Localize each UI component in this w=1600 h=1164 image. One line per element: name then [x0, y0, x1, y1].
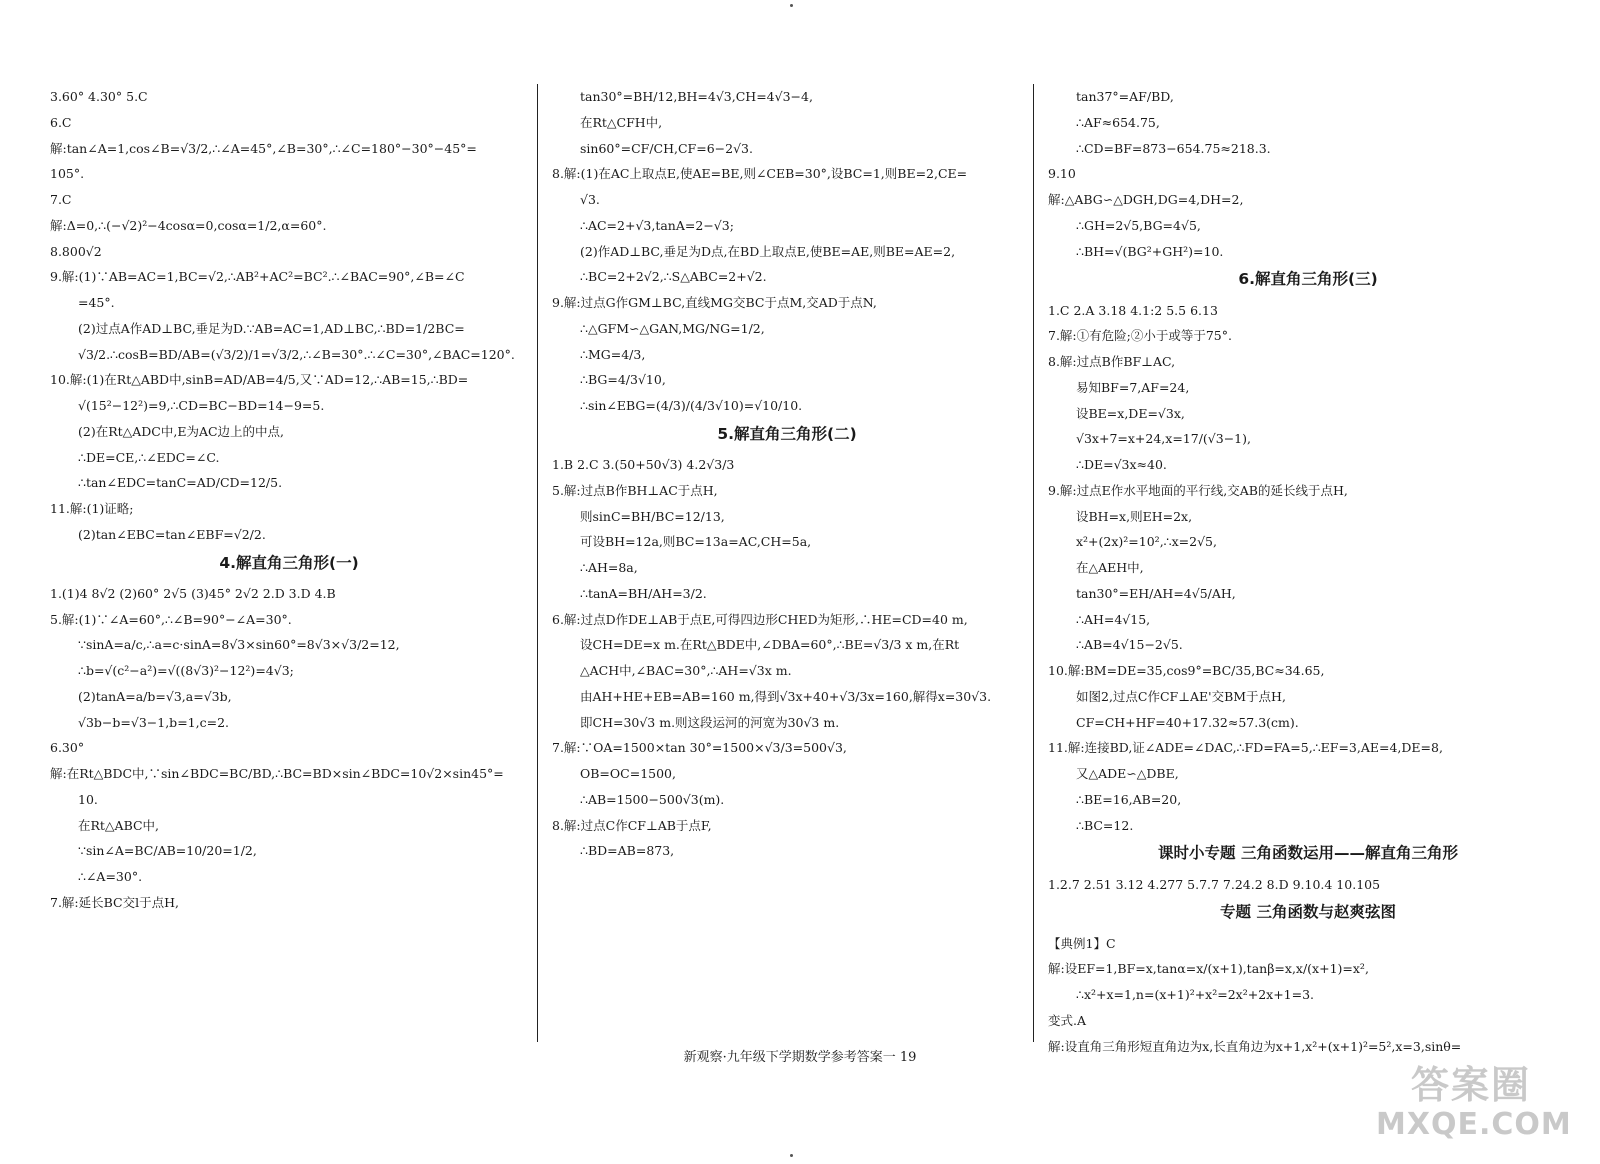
- answer-line: ∴BH=√(BG²+GH²)=10.: [1076, 243, 1224, 259]
- answer-line: x²+(2x)²=10²,∴x=2√5,: [1076, 534, 1217, 550]
- answer-line: 8.解:过点C作CF⊥AB于点F,: [552, 817, 712, 833]
- answer-line: OB=OC=1500,: [580, 766, 676, 781]
- answer-line: 由AH+HE+EB=AB=160 m,得到√3x+40+√3/3x=160,解得x=30√3.: [580, 688, 992, 704]
- scan-dot-bottom: [790, 1154, 793, 1157]
- answer-line: ∴tan∠EDC=tanC=AD/CD=12/5.: [78, 475, 283, 491]
- answer-line: 在Rt△ABC中,: [78, 817, 160, 833]
- answer-line: CF=CH+HF=40+17.32≈57.3(cm).: [1076, 714, 1299, 730]
- answer-line: tan30°=EH/AH=4√5/AH,: [1076, 585, 1236, 601]
- answer-line: tan37°=AF/BD,: [1076, 89, 1174, 104]
- answer-line: ∴GH=2√5,BG=4√5,: [1076, 217, 1201, 233]
- answer-line: (2)tanA=a/b=√3,a=√3b,: [78, 688, 232, 704]
- answer-line: 9.10: [1048, 166, 1076, 182]
- answer-line: tan30°=BH/12,BH=4√3,CH=4√3−4,: [580, 89, 813, 104]
- answer-line: 解:设直角三角形短直角边为x,长直角边为x+1,x²+(x+1)²=5²,x=3,sinθ=: [1048, 1038, 1462, 1054]
- answer-line: ∴△GFM∽△GAN,MG/NG=1/2,: [580, 320, 765, 336]
- answer-line: ∴AH=4√15,: [1076, 611, 1151, 627]
- answer-line: 7.C: [50, 192, 72, 207]
- answer-line: 5.解:过点B作BH⊥AC于点H,: [552, 482, 718, 498]
- answer-line: 5.解:(1)∵∠A=60°,∴∠B=90°−∠A=30°.: [50, 611, 292, 627]
- answer-line: 解:Δ=0,∴(−√2)²−4cosα=0,cosα=1/2,α=60°.: [50, 217, 327, 233]
- answer-line: 11.解:(1)证略;: [50, 501, 134, 516]
- answer-line: ∴∠A=30°.: [78, 869, 143, 884]
- watermark-text: 答案圈: [1410, 1063, 1531, 1107]
- answer-line: ∴MG=4/3,: [580, 346, 646, 362]
- answer-line: 9.解:(1)∵AB=AC=1,BC=√2,∴AB²+AC²=BC².∴∠BAC=90°,∠B=∠C: [50, 269, 465, 285]
- answer-line: 1.(1)4 8√2 (2)60° 2√5 (3)45° 2√2 2.D 3.D 4.B: [50, 585, 336, 601]
- answer-line: 7.解:①有危险;②小于或等于75°.: [1048, 328, 1232, 344]
- section-heading: 专题 三角函数与赵爽弦图: [1220, 903, 1396, 922]
- answer-line: 变式.A: [1048, 1012, 1087, 1028]
- answer-line: ∴BE=16,AB=20,: [1076, 791, 1182, 807]
- answer-line: 如图2,过点C作CF⊥AE'交BM于点H,: [1076, 688, 1286, 704]
- answer-line: 解:在Rt△BDC中,∵sin∠BDC=BC/BD,∴BC=BD×sin∠BDC=10√2×sin45°=: [50, 766, 504, 781]
- answer-line: 1.2.7 2.51 3.12 4.277 5.7.7 7.24.2 8.D 9.10.4 10.105: [1048, 876, 1381, 892]
- answer-line: ∴DE=CE,∴∠EDC=∠C.: [78, 449, 220, 465]
- answer-line: 设BH=x,则EH=2x,: [1076, 508, 1193, 524]
- answer-line: 易知BF=7,AF=24,: [1076, 379, 1190, 395]
- answer-line: 解:tan∠A=1,cos∠B=√3/2,∴∠A=45°,∠B=30°,∴∠C=180°−30°−45°=: [50, 140, 477, 156]
- answer-line: 则sinC=BH/BC=12/13,: [580, 508, 725, 524]
- answer-line: 在Rt△CFH中,: [580, 114, 663, 130]
- answer-line: ∴DE=√3x≈40.: [1076, 457, 1167, 472]
- answer-line: (2)tan∠EBC=tan∠EBF=√2/2.: [78, 526, 266, 542]
- scan-dot-top: [790, 4, 793, 7]
- answer-line: 8.解:(1)在AC上取点E,使AE=BE,则∠CEB=30°,设BC=1,则BE=2,CE=: [552, 166, 968, 182]
- answer-line: (2)作AD⊥BC,垂足为D点,在BD上取点E,使BE=AE,则BE=AE=2,: [580, 243, 956, 259]
- answer-line: 解:△ABG∽△DGH,DG=4,DH=2,: [1048, 192, 1244, 207]
- answer-line: 6.解:过点D作DE⊥AB于点E,可得四边形CHED为矩形,∴HE=CD=40 m,: [552, 611, 968, 627]
- answer-line: √3.: [580, 192, 600, 207]
- answer-line: 即CH=30√3 m.则这段运河的河宽为30√3 m.: [580, 714, 840, 730]
- section-heading: 4.解直角三角形(一): [219, 553, 359, 572]
- answer-line: 设BE=x,DE=√3x,: [1076, 405, 1185, 421]
- answer-line: ∴BC=12.: [1076, 817, 1134, 833]
- answer-line: 在△AEH中,: [1076, 560, 1144, 575]
- answer-line: 设CH=DE=x m.在Rt△BDE中,∠DBA=60°,∴BE=√3/3 x m,在Rt: [580, 637, 960, 653]
- answer-line: ∴CD=BF=873−654.75≈218.3.: [1076, 140, 1271, 156]
- answer-line: 可设BH=12a,则BC=13a=AC,CH=5a,: [580, 534, 812, 550]
- answer-line: ∴x²+x=1,n=(x+1)²+x²=2x²+2x+1=3.: [1076, 987, 1315, 1002]
- answer-line: ∴AB=1500−500√3(m).: [580, 791, 725, 807]
- column-middle: [552, 88, 1022, 1058]
- answer-line: 10.: [78, 791, 98, 807]
- section-heading: 5.解直角三角形(二): [717, 424, 857, 443]
- column-right: [1048, 88, 1568, 1058]
- answer-line: (2)过点A作AD⊥BC,垂足为D.∵AB=AC=1,AD⊥BC,∴BD=1/2BC=: [78, 320, 465, 336]
- answer-line: 11.解:连接BD,证∠ADE=∠DAC,∴FD=FA=5,∴EF=3,AE=4,DE=8,: [1048, 740, 1443, 756]
- column-divider-1: [537, 84, 538, 1042]
- answer-line: 【典例1】C: [1048, 935, 1116, 951]
- answer-line: ∴tanA=BH/AH=3/2.: [580, 585, 707, 601]
- answer-line: ∵sinA=a/c,∴a=c·sinA=8√3×sin60°=8√3×√3/2=12,: [78, 637, 400, 653]
- answer-line: 6.30°: [50, 740, 85, 756]
- section-heading: 6.解直角三角形(三): [1238, 270, 1378, 289]
- column-left: [50, 88, 528, 1058]
- answer-line: ∴AH=8a,: [580, 560, 638, 575]
- answer-line: 9.解:过点E作水平地面的平行线,交AB的延长线于点H,: [1048, 482, 1348, 498]
- page-footer: 新观察·九年级下学期数学参考答案一 19: [683, 1050, 917, 1065]
- section-heading: 课时小专题 三角函数运用——解直角三角形: [1158, 844, 1458, 863]
- answer-line: 6.C: [50, 114, 72, 130]
- watermark-logo: [1376, 1062, 1572, 1154]
- answer-line: ∴AF≈654.75,: [1076, 114, 1160, 130]
- watermark-url: MXQE.COM: [1376, 1107, 1572, 1142]
- answer-line: ∴BC=2+2√2,∴S△ABC=2+√2.: [580, 269, 767, 285]
- answer-line: ∴AB=4√15−2√5.: [1076, 637, 1183, 653]
- answer-line: sin60°=CF/CH,CF=6−2√3.: [580, 140, 753, 156]
- answer-line: 8.解:过点B作BF⊥AC,: [1048, 354, 1176, 369]
- answer-line: ∴sin∠EBG=(4/3)/(4/3√10)=√10/10.: [580, 398, 803, 413]
- answer-line: 105°.: [50, 166, 85, 182]
- answer-line: =45°.: [78, 295, 115, 310]
- answer-line: 10.解:BM=DE=35,cos9°=BC/35,BC≈34.65,: [1048, 663, 1325, 678]
- answer-line: √(15²−12²)=9,∴CD=BC−BD=14−9=5.: [78, 398, 325, 413]
- answer-line: ∴AC=2+√3,tanA=2−√3;: [580, 217, 734, 233]
- answer-line: (2)在Rt△ADC中,E为AC边上的中点,: [78, 423, 285, 439]
- answer-line: ∴b=√(c²−a²)=√((8√3)²−12²)=4√3;: [78, 663, 294, 678]
- column-divider-2: [1033, 84, 1034, 1042]
- answer-line: 9.解:过点G作GM⊥BC,直线MG交BC于点M,交AD于点N,: [552, 295, 877, 310]
- answer-line: 10.解:(1)在Rt△ABD中,sinB=AD/AB=4/5,又∵AD=12,∴AB=15,∴BD=: [50, 372, 469, 388]
- answer-line: √3b−b=√3−1,b=1,c=2.: [78, 714, 229, 730]
- answer-line: ∵sin∠A=BC/AB=10/20=1/2,: [78, 843, 257, 859]
- answer-line: 1.C 2.A 3.18 4.1:2 5.5 6.13: [1048, 302, 1218, 318]
- answer-line: 3.60° 4.30° 5.C: [50, 89, 148, 104]
- answer-line: △ACH中,∠BAC=30°,∴AH=√3x m.: [580, 663, 792, 678]
- answer-line: √3/2.∴cosB=BD/AB=(√3/2)/1=√3/2,∴∠B=30°.∴∠C=30°,∠BAC=120°.: [78, 346, 515, 362]
- answer-line: √3x+7=x+24,x=17/(√3−1),: [1076, 431, 1251, 447]
- answer-line: 解:设EF=1,BF=x,tanα=x/(x+1),tanβ=x,x/(x+1)=x²,: [1048, 961, 1369, 977]
- answer-line: 7.解:延长BC交l于点H,: [50, 894, 179, 910]
- answer-line: 又△ADE∽△DBE,: [1076, 766, 1179, 781]
- answer-line: ∴BD=AB=873,: [580, 843, 675, 859]
- answer-line: 1.B 2.C 3.(50+50√3) 4.2√3/3: [552, 457, 735, 472]
- answer-line: 8.800√2: [50, 243, 102, 259]
- answer-line: ∴BG=4/3√10,: [580, 372, 666, 388]
- answer-line: 7.解:∵OA=1500×tan 30°=1500×√3/3=500√3,: [552, 740, 847, 756]
